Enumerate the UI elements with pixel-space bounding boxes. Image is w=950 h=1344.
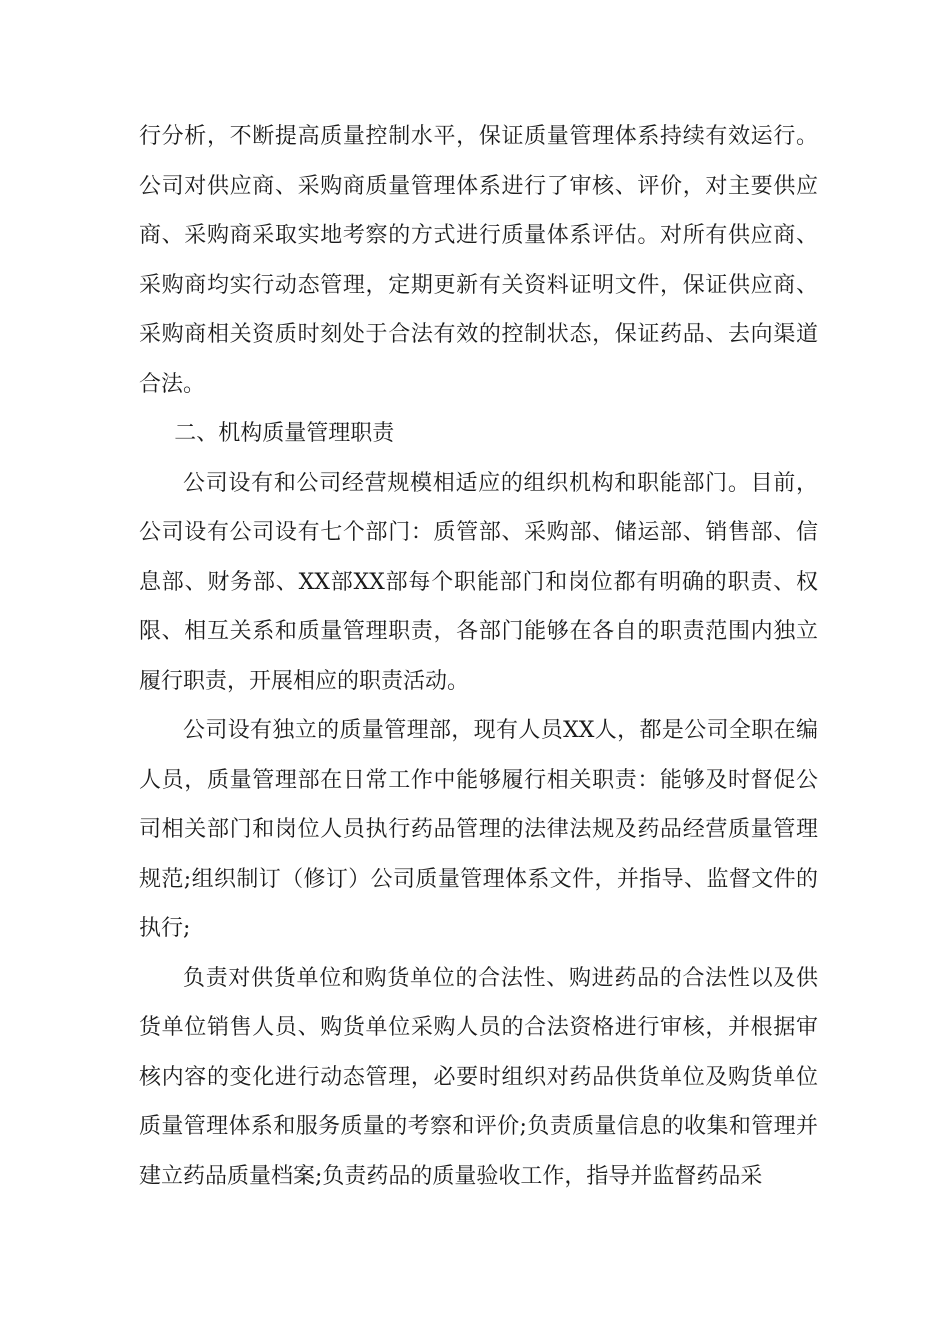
paragraph-quality-system-review: 行分析，不断提高质量控制水平，保证质量管理体系持续有效运行。公司对供应商、采购商质量管理体系进行了审核、评价，对主要供应商、采购商采取实地考察的方式进行质量体系评估。对所有供应商、采购商均实行动态管理，定期更新有关资料证明文件，保证供应商、采购商相关资质时刻处于合法有效的控制状态，保证药品、去向渠道合法。 <box>139 124 818 397</box>
paragraph-org-structure: 公司设有和公司经营规模相适应的组织机构和职能部门。目前，公司设有公司设有七个部门：质管部、采购部、储运部、销售部、信息部、财务部、XX部XX部每个职能部门和岗位都有明确的职责、权限、相互关系和质量管理职责，各部门能够在各自的职责范围内独立履行职责，开展相应的职责活动。 <box>139 470 818 694</box>
paragraph-supplier-buyer-review: 负责对供货单位和购货单位的合法性、购进药品的合法性以及供货单位销售人员、购货单位采购人员的合法资格进行审核，并根据审核内容的变化进行动态管理，必要时组织对药品供货单位及购货单位质量管理体系和服务质量的考察和评价;负责质量信息的收集和管理并建立药品质量档案;负责药品的质量验收工作，指导并监督药品采 <box>139 965 818 1189</box>
section-heading-org-quality-duties: 二、机构质量管理职责 <box>174 421 395 446</box>
paragraph-quality-department: 公司设有独立的质量管理部，现有人员XX人，都是公司全职在编人员，质量管理部在日常工作中能够履行相关职责：能够及时督促公司相关部门和岗位人员执行药品管理的法律法规及药品经营质量管理规范;组织制订（修订）公司质量管理体系文件，并指导、监督文件的执行; <box>139 718 818 941</box>
